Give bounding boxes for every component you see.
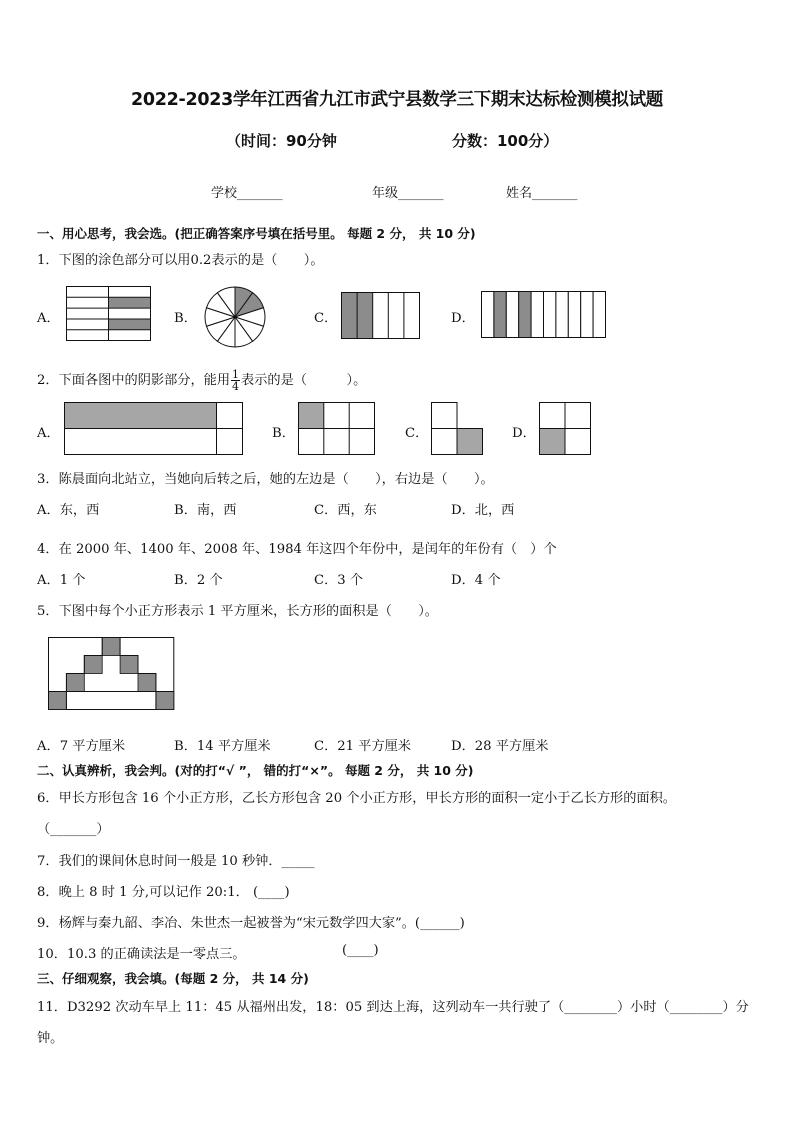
q5-stair-figure [48,637,176,712]
question-11-line-1: 11．D3292 次动车早上 11：45 从福州出发，18：05 到达上海，这列动车一共行驶了（________）小时（________）分 [37,1000,749,1015]
q2-figure-c [431,402,484,456]
grid-column [482,292,494,338]
q1-figure-c [341,292,421,340]
q3-option-c: C．西，东 [314,503,377,518]
grid-column [494,292,506,338]
exam-score: 分数：100分） [452,132,559,150]
page-title: 2022-2023学年江西省九江市武宁县数学三下期末达标检测模拟试题 [131,90,663,110]
question-2 [37,369,366,392]
q2-text-after: 表示的是（ ）。 [241,373,367,388]
question-8: 8．晚上 8 时 1 分,可以记作 20:1． (____) [37,885,290,900]
grid-column [531,292,543,338]
q3-option-b: B．南，西 [174,503,237,518]
q2-figure-a [64,402,244,456]
q6-answer-blank[interactable]: （_______） [37,822,110,837]
question-6: 6．甲长方形包含 16 个小正方形，乙长方形包含 20 个小正方形，甲长方形的面积一定小于乙长方形的面积。 [37,791,676,806]
q1-figure-a [66,286,152,342]
question-5: 5．下图中每个小正方形表示 1 平方厘米，长方形的面积是（ ）。 [37,604,438,619]
q2-label-a: A． [37,426,60,441]
q1-label-a: A． [37,311,60,326]
q3-option-a: A．东，西 [37,503,100,518]
q3-option-d: D．北，西 [451,503,515,518]
q4-option-b: B．2 个 [174,573,223,588]
grid-column [544,292,556,338]
q1-figure-b-pie [203,285,267,349]
question-7: 7．我们的课间休息时间一般是 10 秒钟．_____ [37,854,315,869]
q4-option-d: D．4 个 [451,573,501,588]
q4-option-c: C．3 个 [314,573,364,588]
q2-figure-b [298,402,376,456]
q1-label-d: D． [451,311,475,326]
shaded-square [156,692,174,710]
q5-option-d: D．28 平方厘米 [451,739,549,754]
section-2-heading: 二、认真辨析，我会判。(对的打“√ ”， 错的打“×”。 每题 2 分， 共 10 分) [37,763,474,778]
q4-option-a: A．1 个 [37,573,86,588]
q10-answer-blank[interactable]: (____) [342,943,379,958]
question-11-line-2: 钟。 [37,1031,64,1046]
school-field: 学校_______ [211,186,283,201]
shaded-square [84,656,102,674]
q1-label-b: B． [174,311,197,326]
shaded-square [66,674,84,692]
q2-figure-d [539,402,592,456]
question-1: 1．下图的涂色部分可以用0.2表示的是（ ）。 [37,253,324,268]
shaded-square [49,692,67,710]
grid-column [568,292,580,338]
shaded-square [120,656,138,674]
grid-column [506,292,518,338]
grid-column [593,292,605,338]
grid-column [581,292,593,338]
q5-option-b: B．14 平方厘米 [174,739,271,754]
section-1-heading: 一、用心思考，我会选。(把正确答案序号填在括号里。 每题 2 分， 共 10 分) [37,226,476,241]
shaded-square [138,674,156,692]
grid-column [556,292,568,338]
q2-label-b: B． [272,426,295,441]
fraction-numerator: 1 [232,368,240,381]
question-10: 10．10.3 的正确读法是一零点三。 [37,947,246,962]
question-9: 9．杨辉与秦九韶、李冶、朱世杰一起被誉为“宋元数学四大家”。(______) [37,916,465,931]
q2-label-c: C． [405,426,429,441]
name-field: 姓名_______ [506,186,578,201]
question-3: 3．陈晨面向北站立，当她向后转之后，她的左边是（ ），右边是（ ）。 [37,472,494,487]
grade-field: 年级_______ [372,186,444,201]
q1-label-c: C． [314,311,338,326]
fraction-one-quarter [231,369,240,392]
section-3-heading: 三、仔细观察，我会填。(每题 2 分， 共 14 分) [37,971,309,986]
fraction-denominator: 4 [232,380,240,393]
q5-option-c: C．21 平方厘米 [314,739,411,754]
q2-label-d: D． [512,426,536,441]
shaded-square [102,638,120,656]
q2-text-before: 2．下面各图中的阴影部分，能用 [37,373,231,388]
exam-time: （时间：90分钟 [226,132,337,150]
grid-column [519,292,531,338]
q1-figure-d [481,291,607,339]
question-4: 4．在 2000 年、1400 年、2008 年、1984 年这四个年份中，是闰年的年份有（ ）个 [37,542,557,557]
q5-option-a: A．7 平方厘米 [37,739,126,754]
